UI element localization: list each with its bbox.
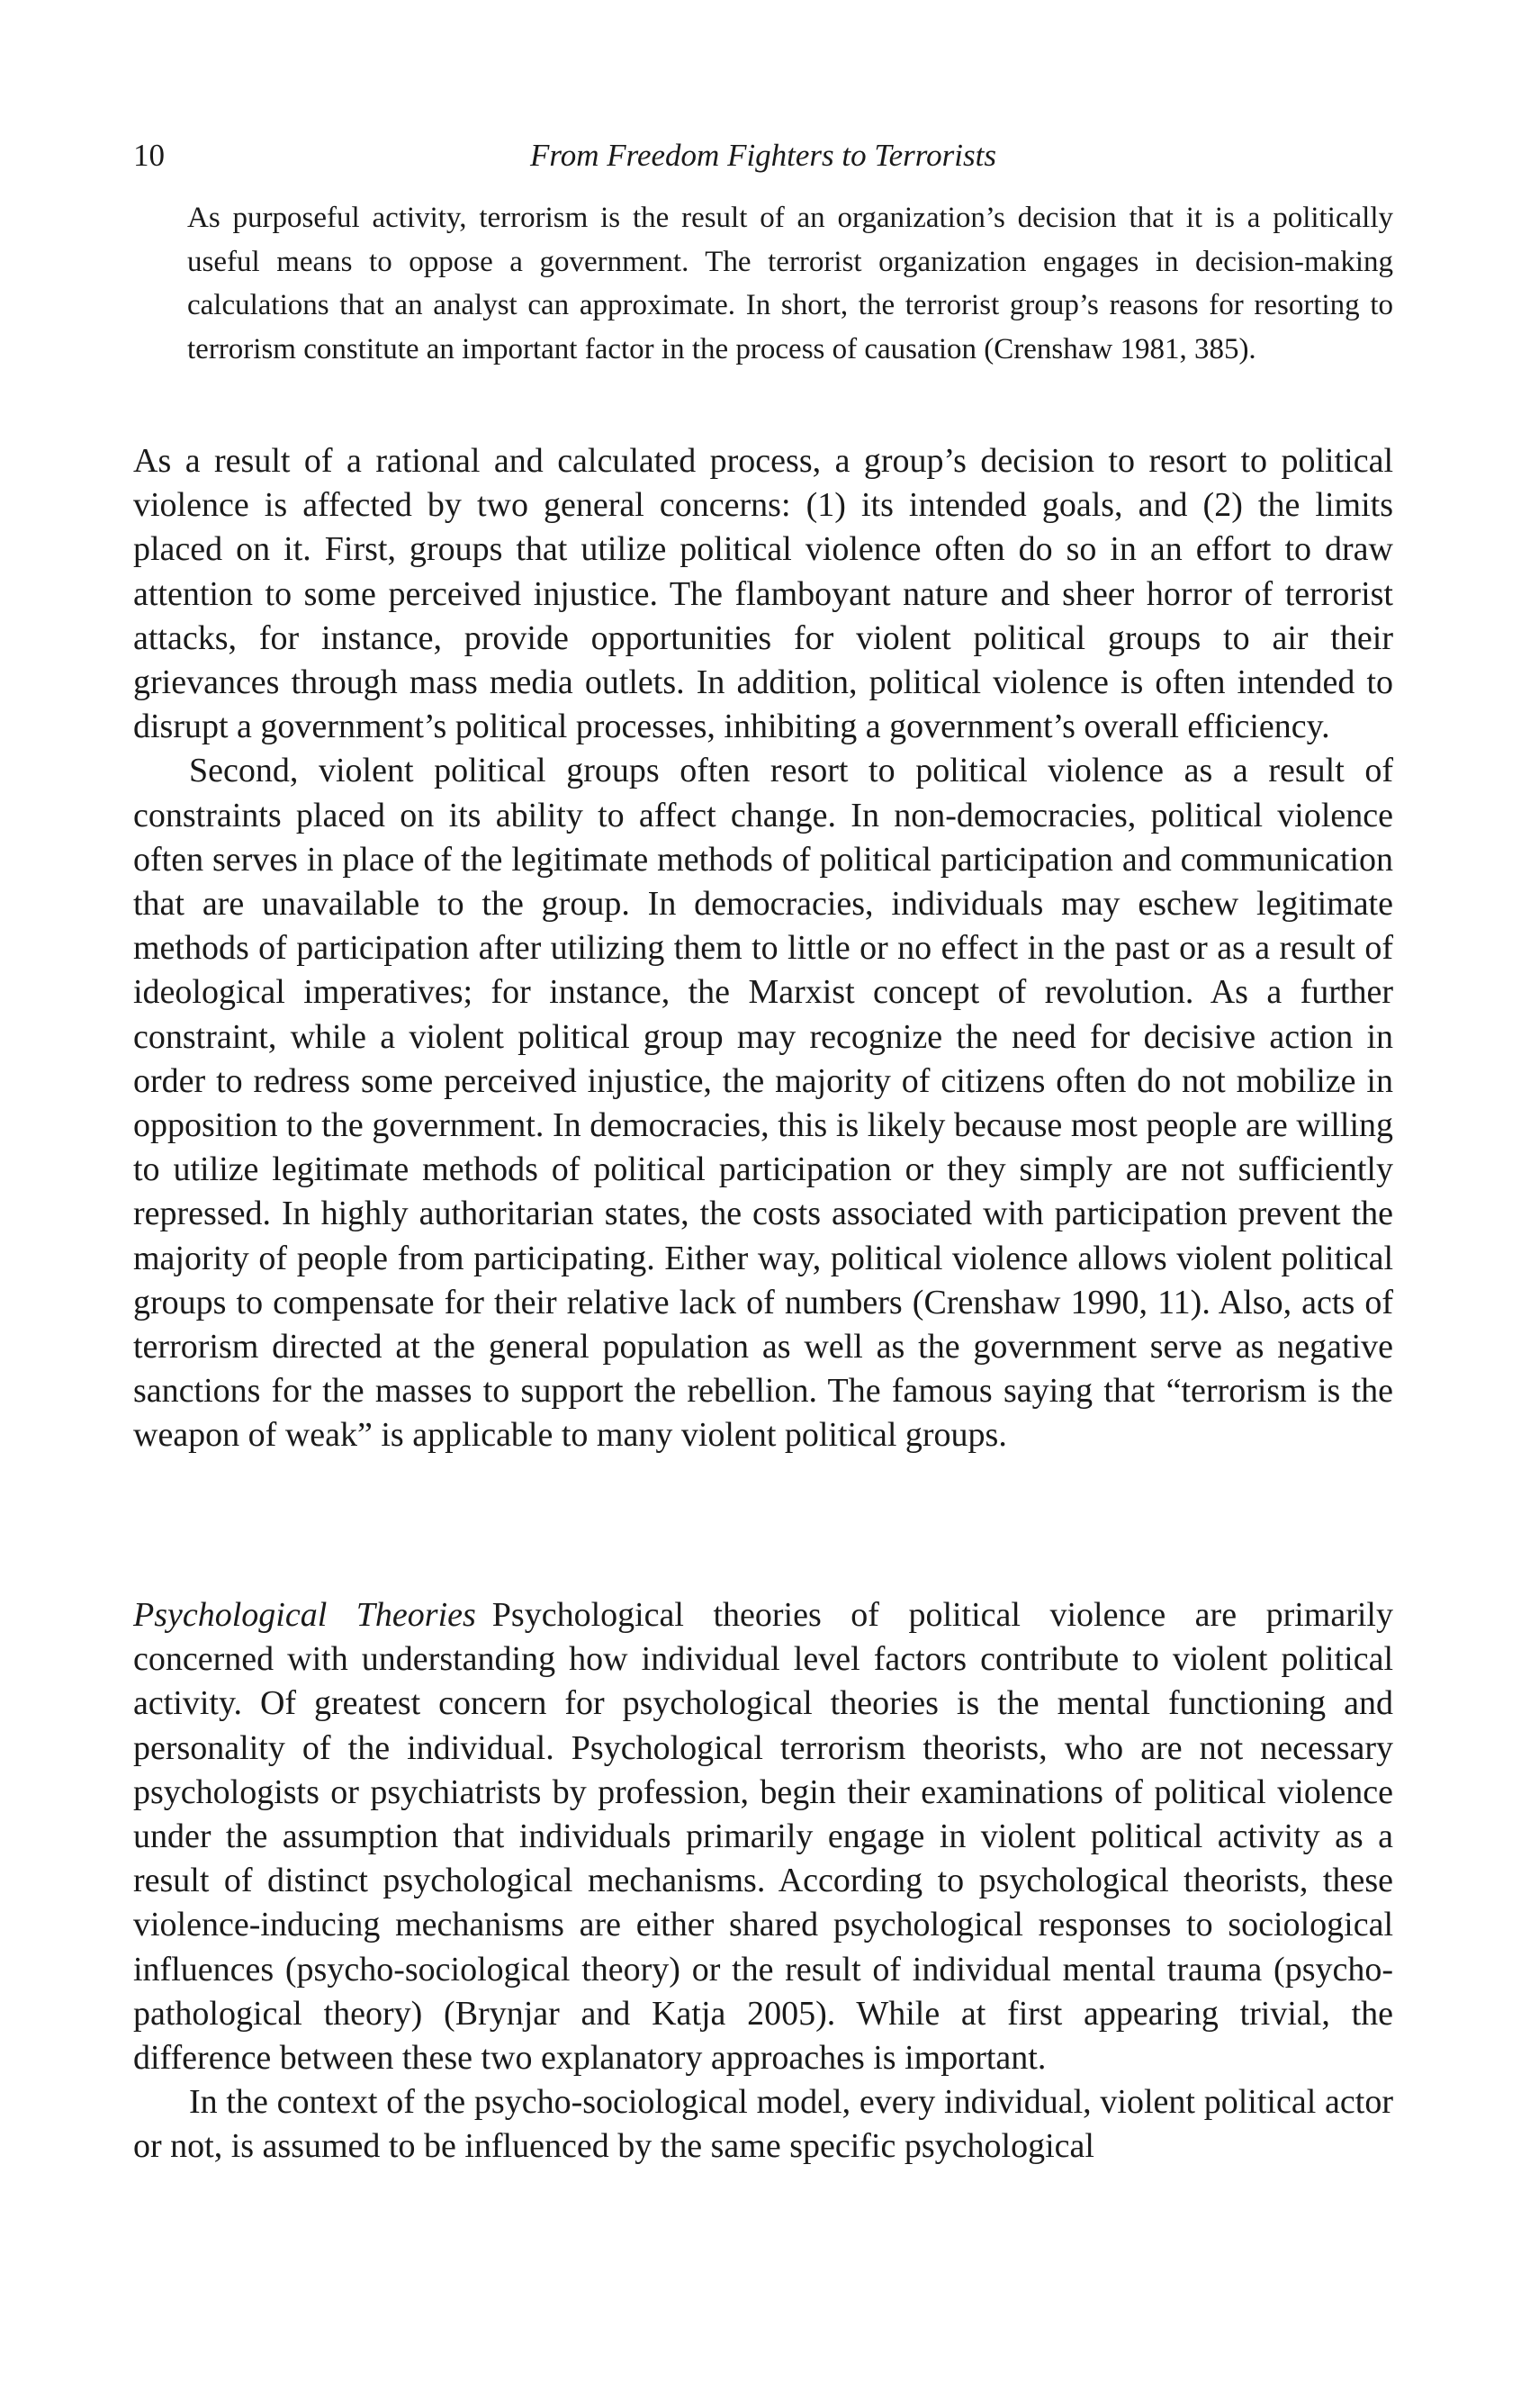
section-heading: Psychological Theories [133,1596,476,1634]
block-quote: As purposeful activity, terrorism is the result of an organization’s decision that it is a politically useful means to oppose a government. The terrorist organization engages in decision-making calculations that an analyst can approximate. In short, the terrorist group’s reasons for resorting to terrorism constitute an important factor in the process of causation (Crenshaw 1981, 385). [187,202,1393,365]
paragraph: Second, violent political groups often resort to political violence as a result of constraints placed on its ability to affect change. In non-democracies, political violence often serves in place of the legitimate methods of political participation and communication that are unavailable to the group. In democracies, individuals may eschew legitimate methods of participation after utilizing them to little or no effect in the past or as a result of ideological imperatives; for instance, the Marxist concept of revolution. As a further constraint, while a violent political group may recognize the need for decisive action in order to redress some perceived injustice, the majority of citizens often do not mobilize in opposition to the government. In democracies, this is likely because most people are willing to utilize legitimate methods of political participation or they simply are not sufficiently repressed. In highly authoritarian states, the costs associated with participation prevent the majority of people from participating. Either way, political violence allows violent political groups to compensate for their relative lack of numbers (Crenshaw 1990, 11). Also, acts of terrorism directed at the general population as well as the government serve as negative sanctions for the masses to support the rebellion. The famous saying that “terrorism is the weapon of weak” is applicable to many violent political groups. [133,752,1393,1455]
running-title: From Freedom Fighters to Terrorists [530,138,996,173]
paragraph-text: Psychological theories of political violence are primarily concerned with understanding how individual level factors contribute to violent political activity. Of greatest concern for psychological theories is the mental functioning and personality of the individual. Psychological terrorism theorists, who are not necessary psychologists or psychiatrists by profession, begin their examinations of political violence under the assumption that individuals primarily engage in violent political activity as a result of distinct psychological mechanisms. According to psychological theorists, these violence-inducing mechanisms are either shared psychological responses to sociological influences (psycho-sociological theory) or the result of individual mental trauma (psycho-pathological theory) (Brynjar and Katja 2005). While at first appearing trivial, the difference between these two explanatory approaches is important. [133,1596,1393,2078]
paragraph: In the context of the psycho-sociological model, every individual, violent political actor or not, is assumed to be influenced by the same specific psychological [133,2083,1393,2166]
running-head [133,133,1393,178]
paragraph [133,1593,1393,2080]
rational-choice-section [133,439,1393,1458]
page-number: 10 [133,138,165,173]
paragraph: As a result of a rational and calculated process, a group’s decision to resort to political violence is affected by two general concerns: (1) its intended goals, and (2) the limits placed on it. First, groups that utilize political violence often do so in an effort to draw attention to some perceived injustice. The flamboyant nature and sheer horror of terrorist attacks, for instance, provide opportunities for violent political groups to air their grievances through mass media outlets. In addition, political violence is often intended to disrupt a government’s political processes, inhibiting a government’s overall efficiency. [133,442,1393,746]
psychological-theories-section [133,1593,1393,2169]
